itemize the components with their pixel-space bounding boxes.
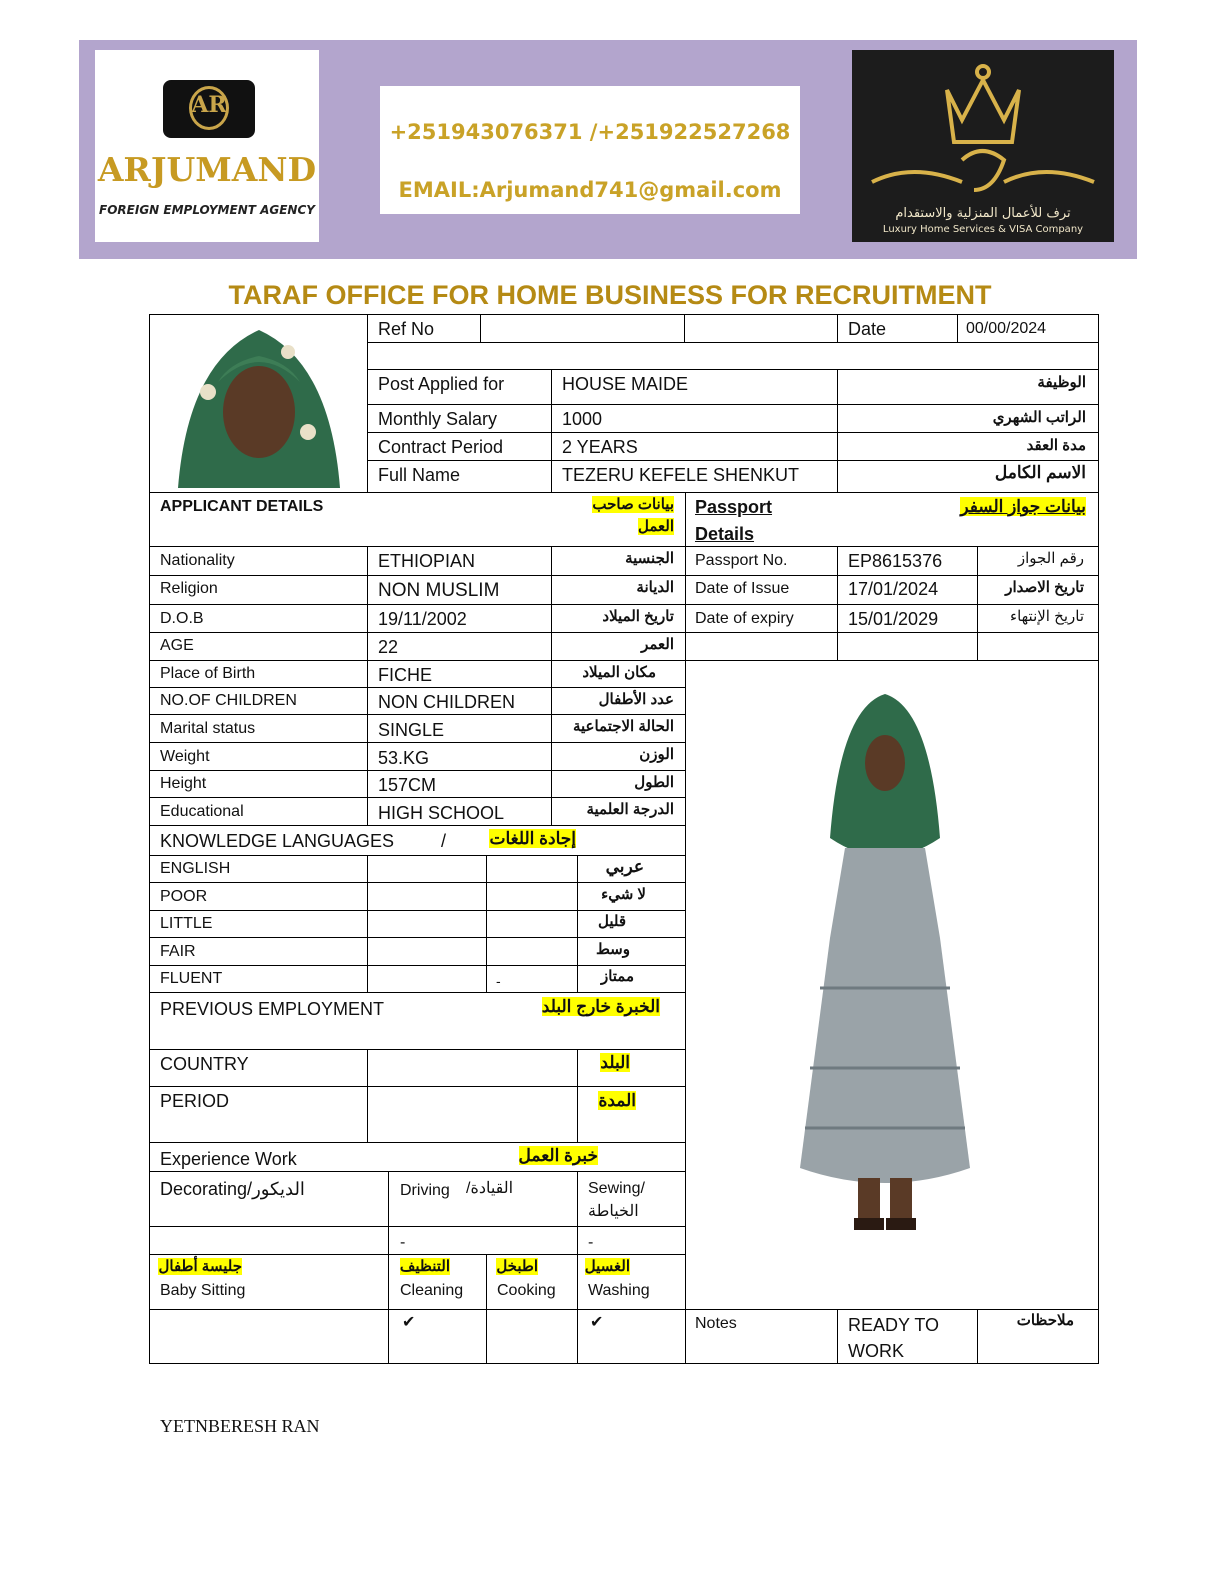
personal-value: 53.KG xyxy=(378,748,430,768)
passport-heading-1: Passport xyxy=(695,497,773,517)
salary-value: 1000 xyxy=(562,409,603,429)
contract-ar: مدة العقد xyxy=(1026,437,1086,454)
personal-label: Religion xyxy=(160,580,218,597)
personal-value: FICHE xyxy=(378,665,432,685)
fullname-value: TEZERU KEFELE SHENKUT xyxy=(562,465,800,485)
salary-label: Monthly Salary xyxy=(378,409,498,429)
contract-value: 2 YEARS xyxy=(562,437,638,457)
sewing-mark: - xyxy=(588,1234,594,1251)
salary-ar: الراتب الشهري xyxy=(992,409,1086,426)
period-label: PERIOD xyxy=(160,1091,230,1111)
languages-heading: KNOWLEDGE LANGUAGES xyxy=(160,831,395,851)
date-value: 00/00/2024 xyxy=(966,320,1047,337)
language-label: FLUENT xyxy=(160,970,223,987)
contact-box xyxy=(380,86,800,214)
country-ar: البلد xyxy=(600,1053,630,1072)
personal-value: HIGH SCHOOL xyxy=(378,803,505,823)
experience-heading: Experience Work xyxy=(160,1149,297,1169)
washing-label: Washing xyxy=(588,1282,650,1299)
footer-text: YETNBERESH RAN xyxy=(160,1416,320,1436)
driving-label: Driving xyxy=(400,1182,450,1199)
personal-ar: العمر xyxy=(641,636,674,653)
personal-ar: الحالة الاجتماعية xyxy=(572,718,674,735)
sewing-label: Sewing/ xyxy=(588,1180,645,1197)
taraf-english-line: Luxury Home Services & VISA Company xyxy=(882,224,1084,235)
ref-no-label: Ref No xyxy=(378,319,435,339)
language-label: LITTLE xyxy=(160,915,213,932)
personal-value: SINGLE xyxy=(378,720,445,740)
notes-label: Notes xyxy=(695,1315,737,1332)
driving-mark: - xyxy=(400,1234,406,1251)
personal-label: AGE xyxy=(160,637,194,654)
passport-value: 15/01/2029 xyxy=(848,609,939,629)
arjumand-logo xyxy=(95,50,319,242)
experience-ar: خبرة العمل xyxy=(518,1146,598,1165)
post-ar: الوظيفة xyxy=(1037,374,1086,391)
contract-label: Contract Period xyxy=(378,437,504,457)
washing-ar: الغسيل xyxy=(584,1258,630,1275)
language-label: FAIR xyxy=(160,943,196,960)
language-ar: ممتاز xyxy=(600,968,634,985)
passport-value: EP8615376 xyxy=(848,551,943,571)
ar-monogram-badge xyxy=(163,80,255,138)
baby-sitting-label: Baby Sitting xyxy=(160,1282,246,1299)
language-label: ENGLISH xyxy=(160,860,231,877)
language-ar: وسط xyxy=(595,941,630,958)
applicant-details-heading: APPLICANT DETAILS xyxy=(160,498,324,515)
post-label: Post Applied for xyxy=(378,374,505,394)
cleaning-check-icon: ✔ xyxy=(402,1314,416,1331)
personal-label: Weight xyxy=(160,748,210,765)
decorating-label: Decorating/الديكور xyxy=(160,1179,305,1199)
email-address: EMAIL:Arjumand741@gmail.com xyxy=(398,178,782,202)
notes-value-1: READY TO xyxy=(848,1315,940,1335)
personal-label: NO.OF CHILDREN xyxy=(160,692,297,709)
agency-name: ARJUMAND xyxy=(97,150,317,189)
passport-value: 17/01/2024 xyxy=(848,579,939,599)
language-mid: - xyxy=(496,973,501,989)
personal-value: 157CM xyxy=(378,775,437,795)
personal-ar: الديانة xyxy=(636,579,674,596)
post-value: HOUSE MAIDE xyxy=(562,374,689,394)
personal-value: 19/11/2002 xyxy=(378,609,467,629)
passport-heading-2: Details xyxy=(695,524,755,544)
personal-ar: تاريخ الميلاد xyxy=(602,608,674,625)
previous-employment-ar: الخبرة خارج البلد xyxy=(541,997,660,1016)
period-ar: المدة xyxy=(598,1091,636,1110)
cooking-label: Cooking xyxy=(497,1282,556,1299)
personal-ar: الدرجة العلمية xyxy=(586,801,674,818)
portrait-photo-icon xyxy=(168,322,350,488)
language-label: POOR xyxy=(160,888,208,905)
personal-label: D.O.B xyxy=(160,610,204,627)
baby-sitting-ar: جليسة أطفال xyxy=(158,1258,242,1275)
passport-ar-heading: بيانات جواز السفر xyxy=(960,497,1086,516)
language-ar: قليل xyxy=(597,913,626,930)
passport-ar: رقم الجواز xyxy=(1017,550,1084,567)
personal-label: Place of Birth xyxy=(160,665,256,682)
full-body-photo xyxy=(790,688,980,1244)
applicant-ar-2: العمل xyxy=(637,518,674,535)
portrait-photo xyxy=(168,322,350,488)
personal-ar: الطول xyxy=(634,774,674,791)
passport-ar: تاريخ الاصدار xyxy=(1005,579,1084,596)
personal-ar: الجنسية xyxy=(625,550,674,567)
driving-ar: /القيادة xyxy=(466,1180,514,1197)
personal-label: Marital status xyxy=(160,720,256,737)
personal-value: 22 xyxy=(378,637,399,657)
personal-value: ETHIOPIAN xyxy=(378,551,476,571)
previous-employment-heading: PREVIOUS EMPLOYMENT xyxy=(160,999,385,1019)
passport-label: Date of Issue xyxy=(695,580,790,597)
languages-ar-heading: إجادة اللغات xyxy=(489,829,576,848)
cleaning-label: Cleaning xyxy=(400,1282,464,1299)
personal-ar: الوزن xyxy=(639,746,674,763)
personal-value: NON MUSLIM xyxy=(378,580,500,601)
cleaning-ar: التنظيف xyxy=(399,1258,450,1275)
personal-label: Height xyxy=(160,775,207,792)
passport-ar: تاريخ الإنتهاء xyxy=(1010,608,1084,625)
cooking-ar: اطبخل xyxy=(496,1258,538,1275)
language-ar: عربي xyxy=(605,857,644,876)
notes-ar: ملاحظات xyxy=(1016,1312,1074,1329)
agency-subtitle: FOREIGN EMPLOYMENT AGENCY xyxy=(99,203,315,217)
washing-check-icon: ✔ xyxy=(590,1314,604,1331)
page-title: TARAF OFFICE FOR HOME BUSINESS FOR RECRUITMENT xyxy=(228,280,992,310)
personal-label: Educational xyxy=(160,803,244,820)
language-ar: لا شيء xyxy=(601,886,646,903)
personal-ar: مكان الميلاد xyxy=(582,664,656,681)
applicant-ar-1: بيانات صاحب xyxy=(592,496,674,513)
taraf-logo xyxy=(852,50,1114,242)
taraf-arabic-line: ترف للأعمال المنزلية والاستقدام xyxy=(895,206,1071,221)
personal-label: Nationality xyxy=(160,552,235,569)
notes-value-2: WORK xyxy=(848,1341,904,1361)
ar-monogram: AR xyxy=(191,92,227,118)
personal-ar: عدد الأطفال xyxy=(598,691,674,708)
personal-value: NON CHILDREN xyxy=(378,692,516,712)
sewing-ar: الخياطة xyxy=(588,1203,639,1220)
passport-label: Passport No. xyxy=(695,552,788,569)
full-body-photo-icon xyxy=(790,688,980,1244)
fullname-label: Full Name xyxy=(378,465,461,485)
country-label: COUNTRY xyxy=(160,1054,249,1074)
phone-numbers: +251943076371 /+251922527268 xyxy=(389,120,791,144)
passport-label: Date of expiry xyxy=(695,610,794,627)
languages-slash: / xyxy=(441,831,447,851)
fullname-ar: الاسم الكامل xyxy=(994,463,1086,482)
date-label: Date xyxy=(848,319,887,339)
